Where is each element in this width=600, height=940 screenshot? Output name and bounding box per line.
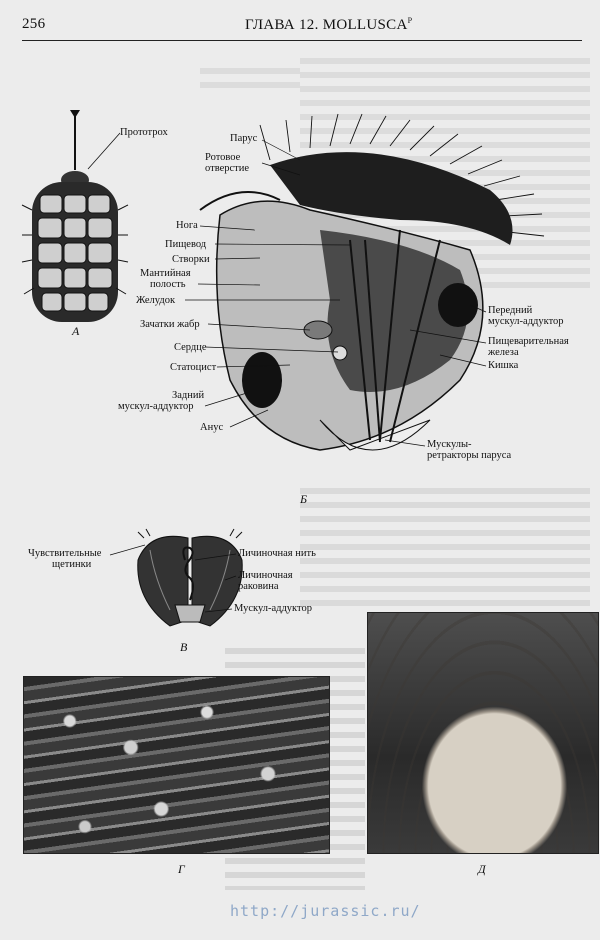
label-foot: Нога: [176, 220, 198, 231]
label-digestive-gland-1: Пищеварительная: [488, 336, 569, 347]
label-larval-shell-1: Личиночная: [238, 570, 293, 581]
label-post-adductor-1: Задний: [172, 390, 205, 401]
panel-label-a: А: [72, 324, 80, 338]
label-post-adductor-2: мускул-аддуктор: [118, 401, 194, 412]
label-sensory-setae-1: Чувствительные: [28, 548, 102, 559]
label-adductor: Мускул-аддуктор: [234, 603, 312, 614]
label-velum-retractors-1: Мускулы-: [427, 439, 472, 450]
micrograph-gill-larvae: [23, 676, 330, 854]
label-mouth-2: отверстие: [205, 163, 250, 174]
panel-label-g: Г: [178, 862, 185, 876]
label-digestive-gland-2: железа: [488, 347, 519, 358]
panel-label-v: В: [180, 640, 188, 654]
label-stomach: Желудок: [136, 295, 176, 306]
label-ant-adductor-2: мускул-аддуктор: [488, 316, 564, 327]
footer-watermark: http://jurassic.ru/: [230, 902, 421, 920]
label-gill-rudiments: Зачатки жабр: [140, 319, 200, 330]
chapter-title-text: ГЛАВА 12. MOLLUSCA: [245, 17, 408, 33]
chapter-title-sup: P: [407, 16, 413, 25]
label-larval-shell-2: раковина: [238, 581, 279, 592]
label-ant-adductor-1: Передний: [488, 305, 533, 316]
label-mouth-1: Ротовое: [205, 152, 241, 163]
label-mantle-1: Мантийная: [140, 268, 191, 279]
label-intestine: Кишка: [488, 360, 519, 371]
panel-label-b: Б: [300, 492, 308, 506]
label-mantle-2: полость: [150, 279, 186, 290]
label-statocyst: Статоцист: [170, 362, 217, 373]
photo-mussel: [367, 612, 599, 854]
label-velum: Парус: [230, 133, 258, 144]
label-esophagus: Пищевод: [165, 239, 207, 250]
label-anus: Анус: [200, 422, 224, 433]
label-velum-retractors-2: ретракторы паруса: [427, 450, 512, 461]
label-sensory-setae-2: щетинки: [52, 559, 92, 570]
panel-label-d: Д: [478, 862, 486, 876]
label-valves: Створки: [172, 254, 210, 265]
label-heart: Сердце: [174, 342, 207, 353]
label-larval-thread: Личиночная нить: [238, 548, 316, 559]
page-number: 256: [22, 16, 46, 32]
label-prototroch: Прототрох: [120, 127, 168, 138]
